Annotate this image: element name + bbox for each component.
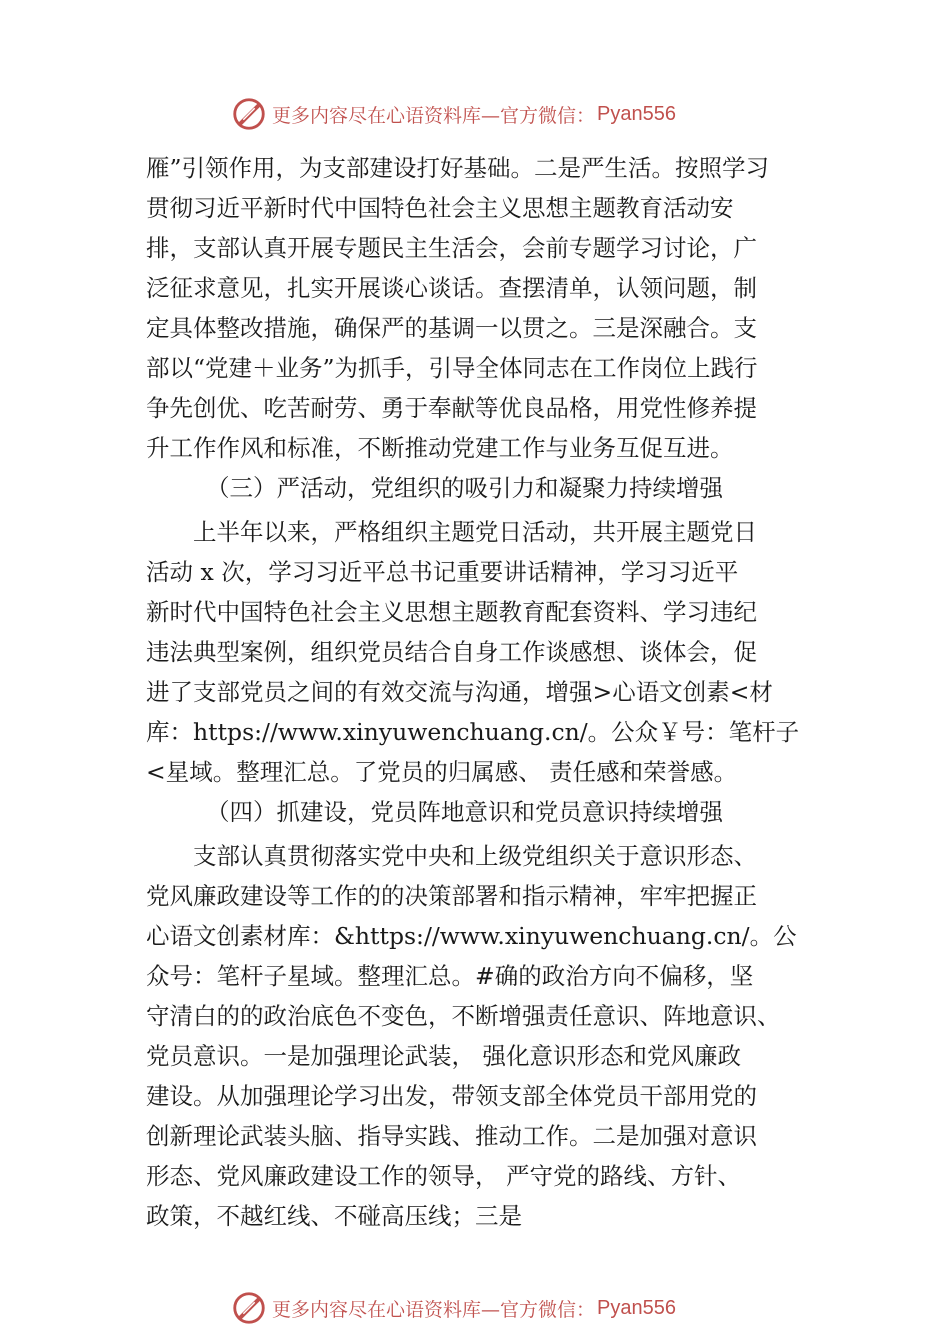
text-line: 贯彻习近平新时代中国特色社会主义思想主题教育活动安: [146, 194, 734, 222]
text-line: 库：https://www.xinyuwenchuang.cn/。公众￥号：笔杆子: [146, 718, 800, 746]
banner-text: 更多内容尽在心语资料库—官方微信：: [272, 1298, 596, 1321]
section-heading-3: （三）严活动，党组织的吸引力和凝聚力持续增强: [206, 474, 723, 502]
banner-text: 更多内容尽在心语资料库—官方微信：: [272, 104, 596, 127]
text-line: 建设。从加强理论学习出发，带领支部全体党员干部用党的: [146, 1082, 757, 1110]
text-line: 进了支部党员之间的有效交流与沟通，增强>心语文创素<材: [146, 678, 773, 706]
text-line: 心语文创素材库：&https://www.xinyuwenchuang.cn/。公: [146, 922, 797, 950]
text-line: 支部认真贯彻落实党中央和上级党组织关于意识形态、: [193, 842, 757, 870]
text-line: 守清白的的政治底色不变色，不断增强责任意识、阵地意识、: [146, 1002, 781, 1030]
text-line: 政策，不越红线、不碰高压线；三是: [146, 1202, 522, 1230]
pen-logo-icon: [230, 95, 268, 133]
text-line: 创新理论武装头脑、指导实践、推动工作。二是加强对意识: [146, 1122, 757, 1150]
text-line: 违法典型案例，组织党员结合自身工作谈感想、谈体会，促: [146, 638, 757, 666]
text-line: 新时代中国特色社会主义思想主题教育配套资料、学习违纪: [146, 598, 757, 626]
text-line: 活动 x 次，学习习近平总书记重要讲话精神，学习习近平: [146, 558, 739, 586]
text-line: 雁”引领作用，为支部建设打好基础。二是严生活。按照学习: [146, 154, 770, 182]
header-banner: [230, 94, 676, 134]
text-line: 定具体整改措施，确保严的基调一以贯之。三是深融合。支: [146, 314, 757, 342]
text-line: 党风廉政建设等工作的的决策部署和指示精神，牢牢把握正: [146, 882, 757, 910]
text-line: <星域。整理汇总。了党员的归属感、 责任感和荣誉感。: [146, 758, 738, 786]
pen-logo-icon: [230, 1289, 268, 1327]
text-line: 上半年以来，严格组织主题党日活动，共开展主题党日: [193, 518, 757, 546]
text-line: 形态、党风廉政建设工作的领导， 严守党的路线、方针、: [146, 1162, 741, 1190]
text-line: 升工作作风和标准，不断推动党建工作与业务互促互进。: [146, 434, 734, 462]
text-line: 众号：笔杆子星域。整理汇总。#确的政治方向不偏移，坚: [146, 962, 754, 990]
banner-wechat-id: Pyan556: [597, 102, 676, 125]
banner-wechat-id: Pyan556: [597, 1296, 676, 1319]
text-line: 部以“党建＋业务”为抓手，引导全体同志在工作岗位上践行: [146, 354, 758, 382]
text-line: 争先创优、吃苦耐劳、勇于奉献等优良品格，用党性修养提: [146, 394, 757, 422]
text-line: 排，支部认真开展专题民主生活会，会前专题学习讨论，广: [146, 234, 757, 262]
document-body: [146, 148, 826, 1236]
text-line: 党员意识。一是加强理论武装， 强化意识形态和党风廉政: [146, 1042, 741, 1070]
section-heading-4: （四）抓建设，党员阵地意识和党员意识持续增强: [206, 798, 723, 826]
footer-banner: [230, 1288, 676, 1328]
text-line: 泛征求意见，扎实开展谈心谈话。查摆清单，认领问题，制: [146, 274, 757, 302]
